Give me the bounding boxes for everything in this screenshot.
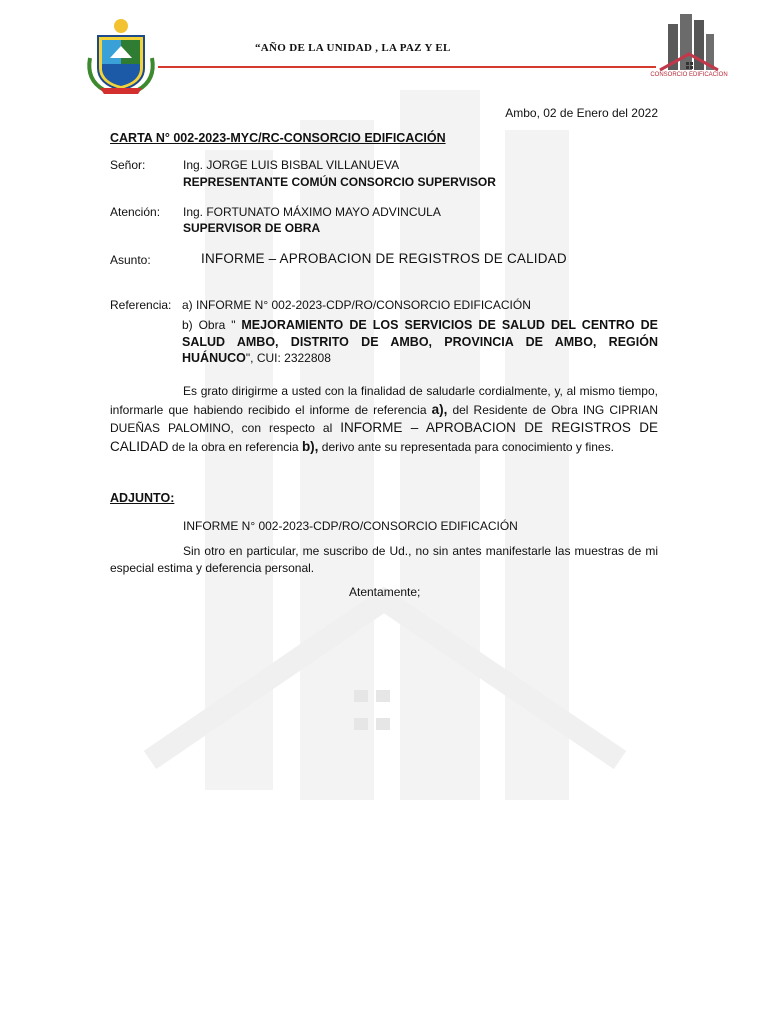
senor-role: REPRESENTANTE COMÚN CONSORCIO SUPERVISOR xyxy=(183,175,496,189)
header-divider xyxy=(158,66,656,68)
adjunto-item: INFORME N° 002-2023-CDP/RO/CONSORCIO EDIFICACIÓN xyxy=(183,519,518,533)
senor-name: Ing. JORGE LUIS BISBAL VILLANUEVA xyxy=(183,158,400,172)
senor-label: Señor: xyxy=(110,158,146,172)
asunto-label: Asunto: xyxy=(110,253,151,267)
atencion-label: Atención: xyxy=(110,205,161,219)
adjunto-label: ADJUNTO: xyxy=(110,491,175,505)
obra-name: MEJORAMIENTO DE LOS SERVICIOS DE SALUD DEL CENTRO DE SALUD AMBO, DISTRITO DE AMBO, PROVINCIA DE AMBO, REGIÓN HUÁNUCO xyxy=(182,318,659,365)
letter-date: Ambo, 02 de Enero del 2022 xyxy=(505,106,658,120)
referencia-label: Referencia: xyxy=(110,298,172,312)
closing-paragraph: Sin otro en particular, me suscribo de Ud., no sin antes manifestarle las muestras de mi especial estima y deferencia personal. xyxy=(110,544,658,575)
ref-b-mark: b), xyxy=(301,438,319,454)
asunto-value: INFORME – APROBACION DE REGISTROS DE CALIDAD xyxy=(201,251,567,266)
letter-title: CARTA N° 002-2023-MYC/RC-CONSORCIO EDIFICACIÓN xyxy=(110,131,446,145)
logo-caption: CONSORCIO EDIFICACION xyxy=(650,72,728,78)
body-paragraph: Es grato dirigirme a usted con la finalidad de saludarle cordialmente, y, al mismo tiempo, informarle que habiendo recibido el informe de referencia a), del Residente de Obra ING CIPRIAN DUEÑAS PALOMINO, con respecto al INFORME – APROBACION DE REGISTROS DE CALIDAD de la obra en referencia b), derivo ante su representada para conocimiento y fines. xyxy=(110,384,658,454)
referencia-item-b: b) Obra " MEJORAMIENTO DE LOS SERVICIOS DE SALUD DEL CENTRO DE SALUD AMBO, DISTRITO DE AMBO, PROVINCIA DE AMBO, REGIÓN HUÁNUCO", CUI: 2322808 xyxy=(182,318,659,365)
ref-a-mark: a), xyxy=(431,401,448,417)
header-motto: “AÑO DE LA UNIDAD , LA PAZ Y EL xyxy=(255,42,451,54)
atencion-role: SUPERVISOR DE OBRA xyxy=(183,221,321,235)
farewell: Atentamente; xyxy=(349,585,421,599)
informe-subject: INFORME – APROBACION DE REGISTROS DE CALIDAD xyxy=(110,420,658,454)
coat-of-arms-icon xyxy=(80,18,162,96)
referencia-item-a: a) INFORME N° 002-2023-CDP/RO/CONSORCIO EDIFICACIÓN xyxy=(182,298,531,312)
atencion-name: Ing. FORTUNATO MÁXIMO MAYO ADVINCULA xyxy=(183,205,441,219)
